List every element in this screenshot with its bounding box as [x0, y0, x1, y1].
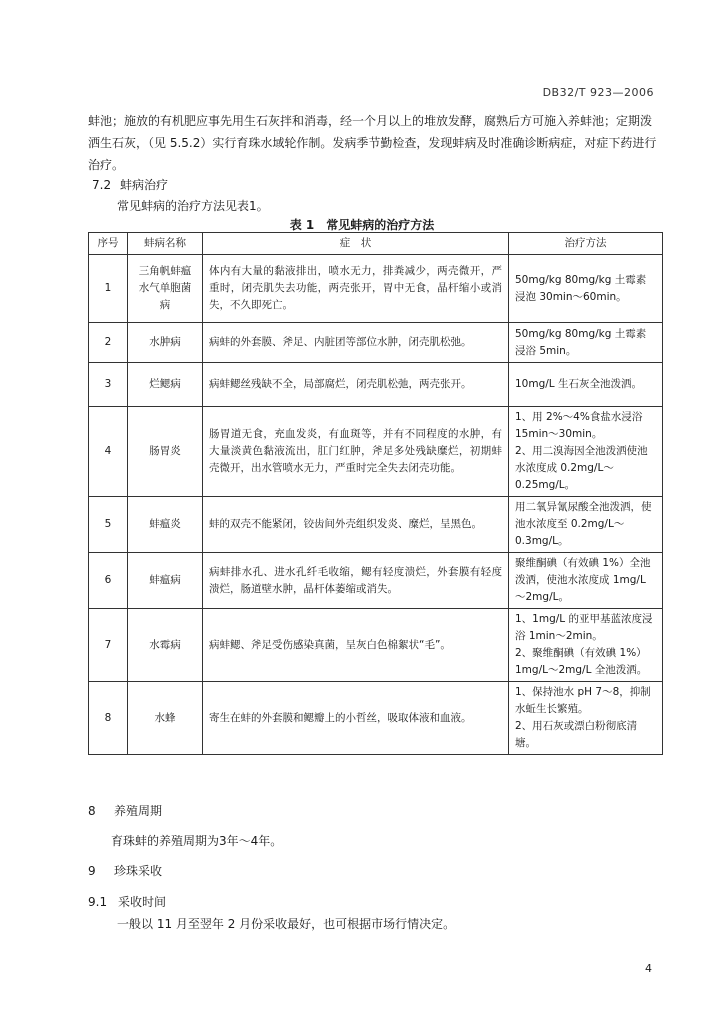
symptom-cell: 病蚌鳃、斧足受伤感染真菌，呈灰白色棉絮状“毛”。: [203, 609, 509, 682]
section-title: 养殖周期: [114, 804, 163, 818]
section-number: 8: [88, 804, 96, 818]
disease-name-cell: 蚌瘟病: [128, 553, 203, 609]
disease-name-cell: 三角帆蚌瘟水气单胞菌病: [128, 255, 203, 323]
section-title: 采收时间: [118, 895, 167, 909]
table-row: [89, 609, 663, 682]
section-title: 珍珠采收: [114, 864, 163, 878]
disease-name-cell: 水肿病: [128, 323, 203, 363]
table-row: [89, 682, 663, 755]
disease-name-cell: 蚌瘟炎: [128, 497, 203, 553]
treatment-cell: 1、保持池水 pH 7～8，抑制水蚯生长繁殖。 2、用石灰或漂白粉彻底清塘。: [509, 682, 663, 755]
disease-name-cell: 水蜂: [128, 682, 203, 755]
header-cell-num: 序号: [89, 233, 128, 255]
treatment-cell: 聚维酮碘（有效碘 1%）全池泼洒，使池水浓度成 1mg/L～2mg/L。: [509, 553, 663, 609]
treatment-cell: 50mg/kg 80mg/kg 土霉素浸浴 5min。: [509, 323, 663, 363]
symptom-cell: 病蚌的外套膜、斧足、内脏团等部位水肿，闭壳肌松弛。: [203, 323, 509, 363]
row-number-cell: 8: [89, 682, 128, 755]
table-row: [89, 497, 663, 553]
section-number: 9.1: [88, 895, 108, 909]
symptom-cell: 病蚌排水孔、进水孔纤毛收缩，鳃有轻度溃烂，外套膜有轻度溃烂，肠道壁水肿，晶杆体萎缩或消失。: [203, 553, 509, 609]
section-heading-9: [88, 862, 162, 879]
section-heading-7-2: [92, 176, 168, 193]
disease-name-cell: 烂鳃病: [128, 363, 203, 407]
table-header-row: [89, 233, 663, 255]
treatment-cell: 10mg/L 生石灰全池泼洒。: [509, 363, 663, 407]
disease-name-cell: 肠胃炎: [128, 407, 203, 497]
row-number-cell: 5: [89, 497, 128, 553]
table-row: [89, 255, 663, 323]
section-heading-9-1: [88, 893, 166, 910]
row-number-cell: 2: [89, 323, 128, 363]
treatment-cell: 1、用 2%～4%食盐水浸浴15min～30min。 2、用二溴海因全池泼洒使池水浓度成 0.2mg/L～0.25mg/L。: [509, 407, 663, 497]
disease-name-cell: 水霉病: [128, 609, 203, 682]
table-row: [89, 407, 663, 497]
symptom-cell: 病蚌鳃丝残缺不全，局部腐烂，闭壳肌松弛，两壳张开。: [203, 363, 509, 407]
section-title: 蚌病治疗: [120, 178, 169, 192]
standard-code: DB32/T 923—2006: [542, 86, 654, 99]
row-number-cell: 3: [89, 363, 128, 407]
section-number: 7.2: [92, 178, 112, 192]
row-number-cell: 7: [89, 609, 128, 682]
symptom-cell: 体内有大量的黏液排出，喷水无力，排粪减少，两壳微开，严重时，闭壳肌失去功能，两壳张开，胃中无食，晶杆缩小或消失，不久即死亡。: [203, 255, 509, 323]
section-9-1-text: 一般以 11 月至翌年 2 月份采收最好，也可根据市场行情决定。: [117, 917, 456, 931]
treatment-cell: 1、1mg/L 的亚甲基蓝浓度浸浴 1min～2min。 2、聚维酮碘（有效碘 1%）1mg/L～2mg/L 全池泼洒。: [509, 609, 663, 682]
header-cell-treatment: 治疗方法: [509, 233, 663, 255]
table-row: [89, 363, 663, 407]
row-number-cell: 6: [89, 553, 128, 609]
section-heading-8: [88, 802, 162, 819]
paragraph: 蚌池；施放的有机肥应事先用生石灰拌和消毒，经一个月以上的堆放发酵，腐熟后方可施入养蚌池；定期泼洒生石灰，（见 5.5.2）实行育珠水域轮作制。发病季节勤检查，发现蚌病及时准确诊断病症，对症下药进行治疗。: [88, 114, 657, 172]
treatment-cell: 用二氧异氰尿酸全池泼洒，使池水浓度至 0.2mg/L～0.3mg/L。: [509, 497, 663, 553]
table-row: [89, 553, 663, 609]
row-number-cell: 4: [89, 407, 128, 497]
section-number: 9: [88, 864, 96, 878]
treatment-table: [88, 232, 663, 755]
symptom-cell: 寄生在蚌的外套膜和鳃瓣上的小哲丝，吸取体液和血液。: [203, 682, 509, 755]
intro-text: 常见蚌病的治疗方法见表1。: [117, 199, 269, 213]
table-caption: 表 1 常见蚌病的治疗方法: [289, 218, 435, 232]
table-row: [89, 323, 663, 363]
header-cell-name: 蚌病名称: [128, 233, 203, 255]
row-number-cell: 1: [89, 255, 128, 323]
symptom-cell: 蚌的双壳不能紧闭，铰齿间外壳组织发炎、糜烂，呈黑色。: [203, 497, 509, 553]
page-number: 4: [645, 962, 652, 975]
treatment-cell: 50mg/kg 80mg/kg 土霉素浸泡 30min～60min。: [509, 255, 663, 323]
header-cell-symptom: 症 状: [203, 233, 509, 255]
section-8-text: 育珠蚌的养殖周期为3年～4年。: [111, 834, 283, 848]
symptom-cell: 肠胃道无食，充血发炎，有血斑等，并有不同程度的水肿，有大量淡黄色黏液流出，肛门红肿，斧足多处残缺糜烂，初期蚌壳微开，出水管喷水无力，严重时完全失去闭壳功能。: [203, 407, 509, 497]
